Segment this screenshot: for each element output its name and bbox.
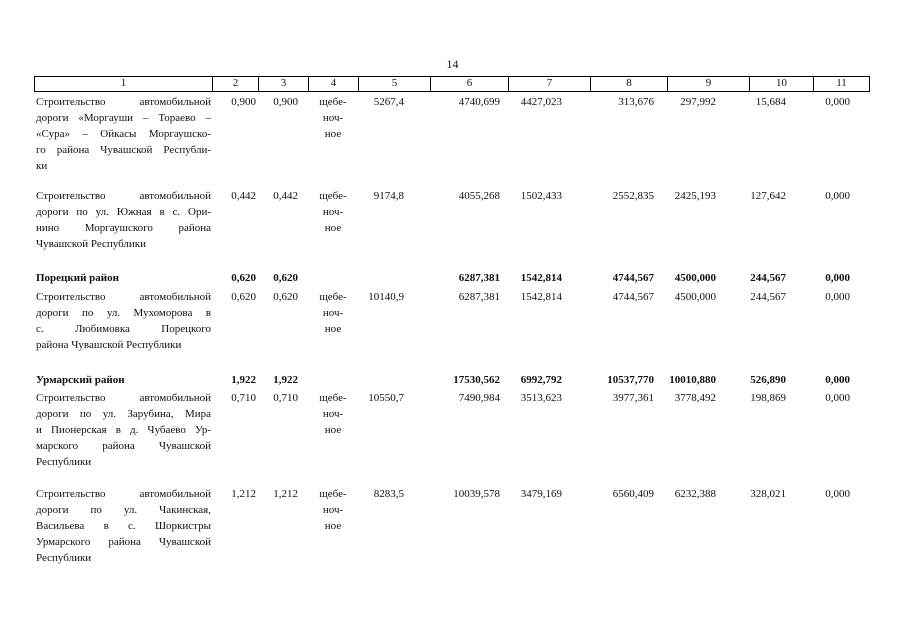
cell-col-5: 9174,8 (373, 190, 404, 202)
cell-col-5: 5267,4 (373, 96, 404, 108)
cell-col-8: 6560,409 (612, 488, 654, 500)
row-name (36, 486, 211, 566)
cell-col-10: 15,684 (755, 96, 786, 108)
surface-type-line: ное (324, 520, 342, 532)
surface-type-line: щебе- (319, 190, 347, 202)
cell-col-6: 4740,699 (458, 96, 500, 108)
surface-type-line: щебе- (319, 96, 347, 108)
surface-type-line: ноч- (322, 206, 344, 218)
row-name-line: Строительство автомобильной (36, 190, 211, 202)
row-name-line: дороги «Моргауши – Тораево – (36, 112, 211, 124)
column-header-5: 5 (358, 77, 430, 91)
row-name (36, 289, 211, 353)
cell-col-2: 1,212 (231, 488, 256, 500)
row-name-line: Строительство автомобильной (36, 392, 211, 404)
cell-col-10: 127,642 (750, 190, 786, 202)
row-name-line: района Чувашской Республики (36, 339, 182, 351)
page-number: 14 (446, 57, 459, 71)
surface-type-line: ноч- (322, 504, 344, 516)
row-name-line: дороги по ул. Мухоморова в (36, 307, 211, 319)
cell-col-2: 0,620 (231, 291, 256, 303)
surface-type-line: ноч- (322, 408, 344, 420)
column-header-4: 4 (308, 77, 358, 91)
cell-col-9: 10010,880 (669, 374, 716, 386)
cell-surface-type (308, 390, 358, 438)
cell-col-11: 0,000 (825, 291, 850, 303)
cell-col-6: 17530,562 (453, 374, 500, 386)
row-name (36, 390, 211, 470)
cell-surface-type (308, 486, 358, 534)
column-header-7: 7 (508, 77, 590, 91)
cell-col-3: 1,212 (273, 488, 298, 500)
row-name-line: дороги по ул. Южная в с. Ори- (36, 206, 211, 218)
column-header-8: 8 (590, 77, 667, 91)
cell-col-8: 4744,567 (612, 272, 654, 284)
cell-col-7: 1542,814 (520, 272, 562, 284)
cell-col-10: 244,567 (750, 291, 786, 303)
cell-col-2: 1,922 (231, 374, 256, 386)
row-name-line: ки (36, 160, 48, 172)
cell-col-8: 313,676 (618, 96, 654, 108)
surface-type-line: ное (324, 128, 342, 140)
row-name-line: и Пионерская в д. Чубаево Ур- (36, 424, 211, 436)
table-header (34, 76, 870, 92)
cell-col-7: 4427,023 (520, 96, 562, 108)
row-name (36, 372, 211, 388)
cell-col-3: 0,442 (273, 190, 298, 202)
surface-type-line: ное (324, 222, 342, 234)
row-name-line: «Сура» – Ойкасы Моргаушско- (36, 128, 211, 140)
cell-surface-type (308, 289, 358, 337)
row-name-line: Чувашской Республики (36, 238, 147, 250)
cell-col-11: 0,000 (825, 190, 850, 202)
cell-col-2: 0,900 (231, 96, 256, 108)
cell-col-11: 0,000 (825, 374, 850, 386)
column-header-2: 2 (212, 77, 258, 91)
cell-col-3: 0,620 (273, 291, 298, 303)
cell-col-10: 328,021 (750, 488, 786, 500)
cell-col-8: 10537,770 (607, 374, 654, 386)
surface-type-line: ное (324, 323, 342, 335)
surface-type-line: щебе- (319, 291, 347, 303)
surface-type-line: ноч- (322, 112, 344, 124)
row-name-line: дороги по ул. Зарубина, Мира (36, 408, 211, 420)
cell-col-7: 1542,814 (520, 291, 562, 303)
row-name-line: Строительство автомобильной (36, 488, 211, 500)
row-name-line: Урмарский район (36, 374, 125, 386)
cell-col-11: 0,000 (825, 96, 850, 108)
surface-type-line: щебе- (319, 392, 347, 404)
cell-col-9: 4500,000 (674, 272, 716, 284)
cell-col-7: 3513,623 (520, 392, 562, 404)
cell-col-10: 244,567 (750, 272, 786, 284)
surface-type-line: щебе- (319, 488, 347, 500)
cell-col-6: 10039,578 (453, 488, 500, 500)
cell-col-10: 526,890 (750, 374, 786, 386)
cell-col-6: 6287,381 (458, 272, 500, 284)
row-name-line: дороги по ул. Чакинская, (36, 504, 211, 516)
row-name-line: Васильева в с. Шоркистры (36, 520, 211, 532)
cell-col-3: 0,620 (273, 272, 298, 284)
cell-col-3: 0,900 (273, 96, 298, 108)
cell-col-9: 4500,000 (674, 291, 716, 303)
row-name-line: Строительство автомобильной (36, 291, 211, 303)
cell-col-5: 10140,9 (368, 291, 404, 303)
row-name-line: го района Чувашской Республи- (36, 144, 211, 156)
row-name (36, 270, 211, 286)
surface-type-line: ноч- (322, 307, 344, 319)
row-name-line: Порецкий район (36, 272, 119, 284)
surface-type-line: ное (324, 424, 342, 436)
cell-col-9: 297,992 (680, 96, 716, 108)
cell-col-2: 0,442 (231, 190, 256, 202)
cell-col-3: 1,922 (273, 374, 298, 386)
cell-col-6: 6287,381 (458, 291, 500, 303)
column-header-10: 10 (749, 77, 813, 91)
row-name (36, 94, 211, 174)
column-header-3: 3 (258, 77, 308, 91)
cell-col-9: 6232,388 (674, 488, 716, 500)
column-header-6: 6 (430, 77, 508, 91)
column-header-11: 11 (813, 77, 870, 91)
column-header-1: 1 (34, 77, 212, 91)
cell-col-7: 6992,792 (520, 374, 562, 386)
cell-col-6: 7490,984 (458, 392, 500, 404)
cell-col-8: 4744,567 (612, 291, 654, 303)
cell-col-8: 3977,361 (612, 392, 654, 404)
cell-col-7: 3479,169 (520, 488, 562, 500)
cell-col-8: 2552,835 (612, 190, 654, 202)
row-name-line: марского района Чувашской (36, 440, 211, 452)
cell-surface-type (308, 94, 358, 142)
cell-col-11: 0,000 (825, 392, 850, 404)
row-name-line: Урмарского района Чувашской (36, 536, 211, 548)
cell-surface-type (308, 188, 358, 236)
row-name-line: Республики (36, 552, 92, 564)
row-name-line: Строительство автомобильной (36, 96, 211, 108)
cell-col-9: 2425,193 (674, 190, 716, 202)
row-name (36, 188, 211, 252)
cell-col-9: 3778,492 (674, 392, 716, 404)
cell-col-11: 0,000 (825, 272, 850, 284)
row-name-line: Республики (36, 456, 92, 468)
cell-col-6: 4055,268 (458, 190, 500, 202)
cell-col-11: 0,000 (825, 488, 850, 500)
cell-col-5: 10550,7 (368, 392, 404, 404)
column-header-9: 9 (667, 77, 749, 91)
row-name-line: с. Любимовка Порецкого (36, 323, 211, 335)
cell-col-2: 0,620 (231, 272, 256, 284)
cell-col-2: 0,710 (231, 392, 256, 404)
cell-col-5: 8283,5 (373, 488, 404, 500)
row-name-line: нино Моргаушского района (36, 222, 211, 234)
cell-col-7: 1502,433 (520, 190, 562, 202)
cell-col-10: 198,869 (750, 392, 786, 404)
cell-col-3: 0,710 (273, 392, 298, 404)
